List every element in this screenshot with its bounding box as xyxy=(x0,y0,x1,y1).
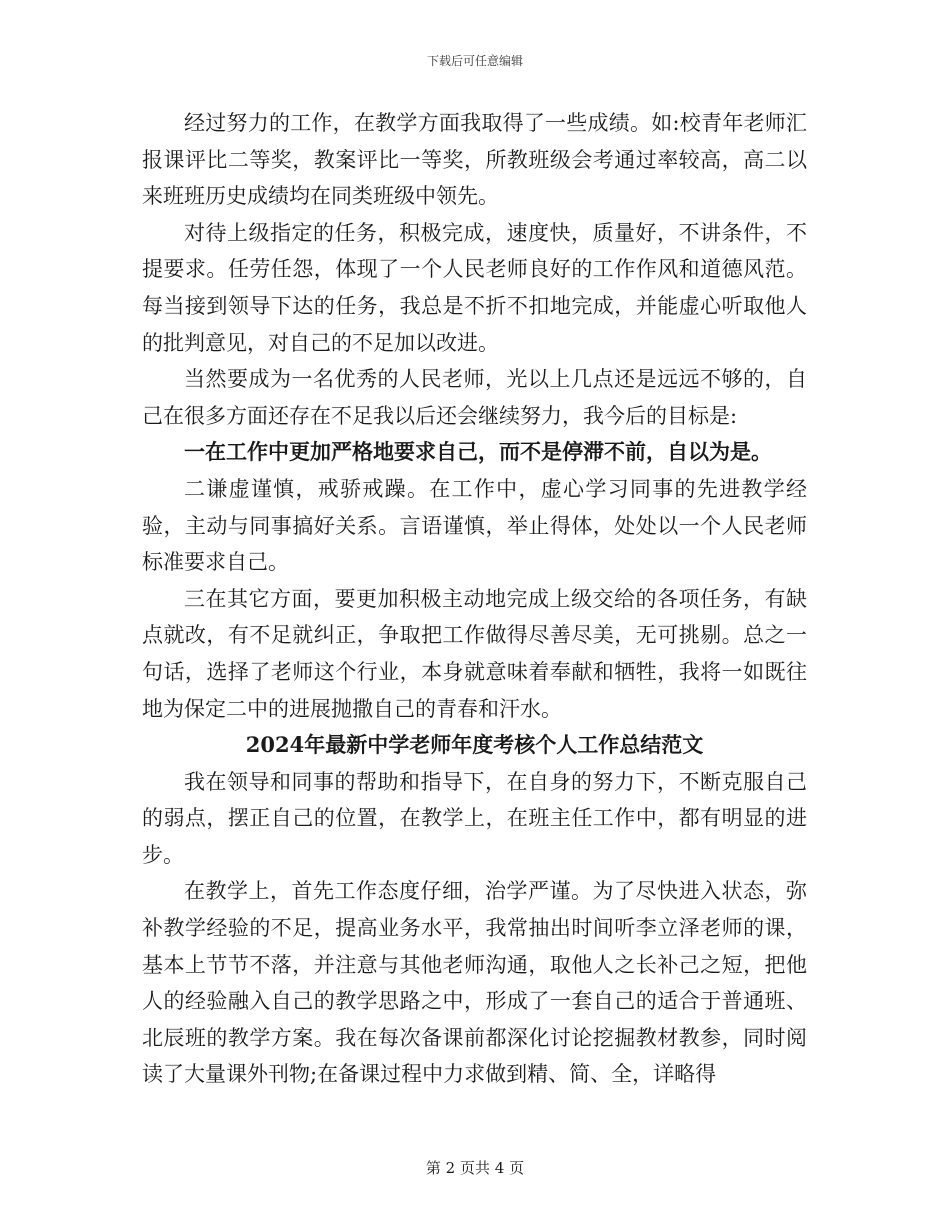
paragraph-goal-three: 三在其它方面，要更加积极主动地完成上级交给的各项任务，有缺点就改，有不足就纠正，争取把工作做得尽善尽美，无可挑剔。总之一句话，选择了老师这个行业，本身就意味着奉献和牺牲，我将一如既往地为保定二中的进展抛撒自己的青春和汗水。 xyxy=(142,586,807,721)
section-title: 2024年最新中学老师年度考核个人工作总结范文 xyxy=(245,732,704,758)
paragraph-tasks: 对待上级指定的任务，积极完成，速度快，质量好，不讲条件，不提要求。任劳任怨，体现了一个人民老师良好的工作作风和道德风范。每当接到领导下达的任务，我总是不折不扣地完成，并能虚心听取他人的批判意见，对自己的不足加以改进。 xyxy=(142,220,807,355)
page-header: 下载后可任意编辑 xyxy=(426,54,523,68)
paragraph-achievements: 经过努力的工作，在教学方面我取得了一些成绩。如:校青年老师汇报课评比二等奖，教案评比一等奖，所教班级会考通过率较高，高二以来班班历史成绩均在同类班级中领先。 xyxy=(142,111,807,209)
paragraph-goal-two: 二谦虚谨慎，戒骄戒躁。在工作中，虚心学习同事的先进教学经验，主动与同事搞好关系。言语谨慎，举止得体，处处以一个人民老师标准要求自己。 xyxy=(142,476,807,575)
paragraph-goal-one: 一在工作中更加严格地要求自己，而不是停滞不前，自以为是。 xyxy=(184,439,772,465)
page-number: 第 2 页共 4 页 xyxy=(425,1159,525,1177)
paragraph-teaching: 在教学上，首先工作态度仔细，治学严谨。为了尽快进入状态，弥补教学经验的不足，提高业务水平，我常抽出时间听李立泽老师的课，基本上节节不落，并注意与其他老师沟通，取他人之长补己之短，把他人的经验融入自己的教学思路之中，形成了一套自己的适合于普通班、北辰班的教学方案。我在每次备课前都深化讨论挖掘教材教参，同时阅读了大量课外刊物;在备课过程中力求做到精、简、全，详略得 xyxy=(142,879,807,1087)
document-body xyxy=(142,105,807,1093)
paragraph-goals-intro: 当然要成为一名优秀的人民老师，光以上几点还是远远不够的，自己在很多方面还存在不足我以后还会继续努力，我今后的目标是: xyxy=(142,367,807,428)
paragraph-progress: 我在领导和同事的帮助和指导下，在自身的努力下，不断克服自己的弱点，摆正自己的位置，在教学上，在班主任工作中，都有明显的进步。 xyxy=(142,769,807,867)
